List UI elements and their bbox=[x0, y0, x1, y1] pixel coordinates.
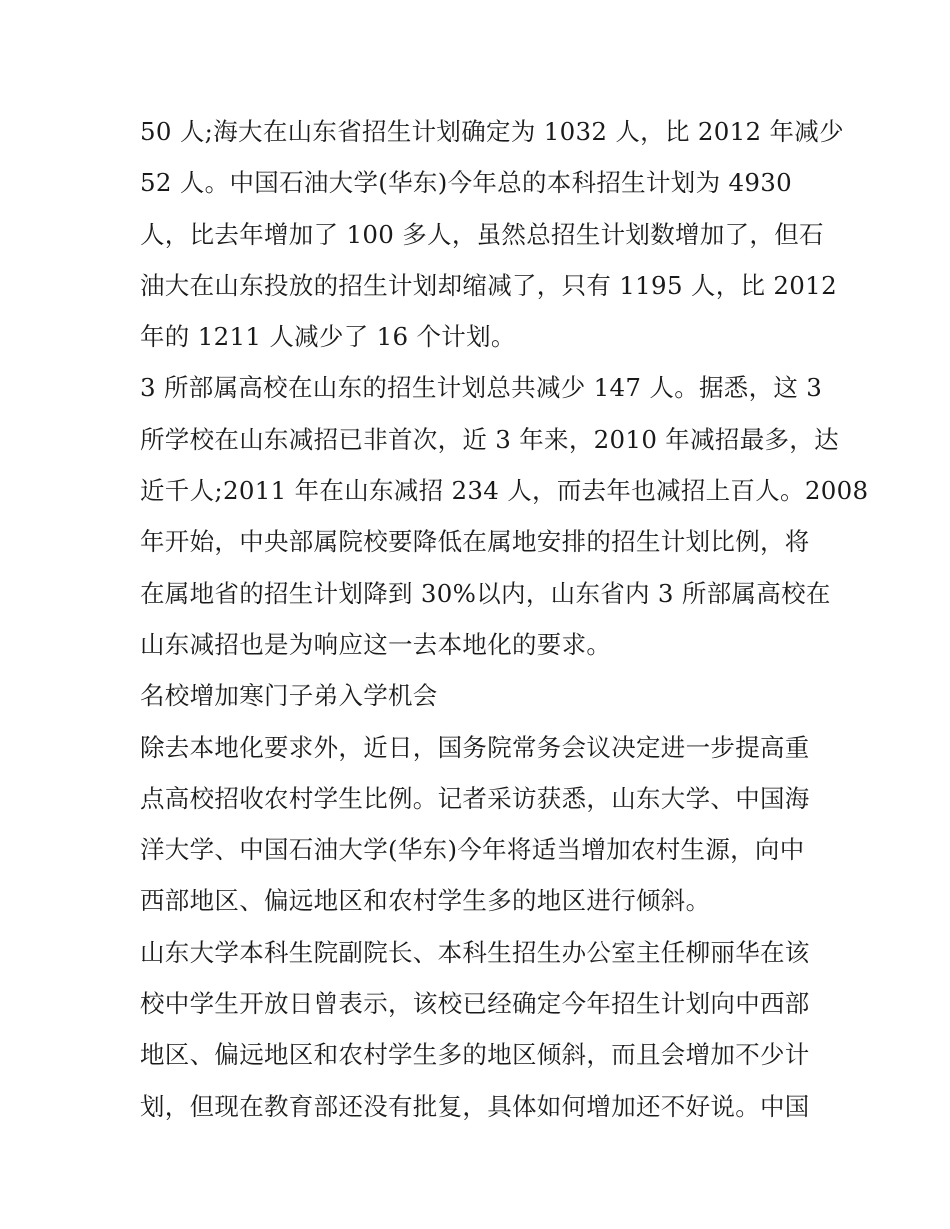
text-line: 除去本地化要求外，近日，国务院常务会议决定进一步提高重 bbox=[140, 732, 810, 762]
text-line: 山东大学本科生院副院长、本科生招生办公室主任柳丽华在该 bbox=[140, 937, 810, 967]
text-line: 地区、偏远地区和农村学生多的地区倾斜，而且会增加不少计 bbox=[140, 1040, 810, 1070]
text-line: 年开始，中央部属院校要降低在属地安排的招生计划比例，将 bbox=[140, 527, 810, 557]
text-line: 所学校在山东减招已非首次，近 3 年来，2010 年减招最多，达 bbox=[140, 424, 839, 454]
text-line: 校中学生开放日曾表示，该校已经确定今年招生计划向中西部 bbox=[140, 989, 810, 1019]
text-line: 在属地省的招生计划降到 30%以内，山东省内 3 所部属高校在 bbox=[140, 578, 831, 608]
text-line: 近千人;2011 年在山东减招 234 人，而去年也减招上百人。2008 bbox=[140, 476, 869, 506]
text-line: 52 人。中国石油大学(华东)今年总的本科招生计划为 4930 bbox=[140, 168, 793, 198]
section-heading bbox=[140, 670, 820, 721]
text-line: 西部地区、偏远地区和农村学生多的地区进行倾斜。 bbox=[140, 886, 711, 916]
paragraph-4 bbox=[140, 927, 820, 1132]
text-line: 名校增加寒门子弟入学机会 bbox=[140, 681, 438, 711]
paragraph-1 bbox=[140, 106, 844, 362]
text-line: 50 人;海大在山东省招生计划确定为 1032 人，比 2012 年减少 bbox=[140, 117, 844, 146]
text-line: 油大在山东投放的招生计划却缩减了，只有 1195 人，比 2012 bbox=[140, 270, 837, 300]
text-line: 点高校招收农村学生比例。记者采访获悉，山东大学、中国海 bbox=[140, 783, 810, 813]
text-line: 3 所部属高校在山东的招生计划总共减少 147 人。据悉，这 3 bbox=[140, 373, 823, 403]
paragraph-3 bbox=[140, 722, 820, 927]
text-line: 划，但现在教育部还没有批复，具体如何增加还不好说。中国 bbox=[140, 1091, 810, 1121]
text-line: 年的 1211 人减少了 16 个计划。 bbox=[140, 322, 516, 352]
text-line: 洋大学、中国石油大学(华东)今年将适当增加农村生源，向中 bbox=[140, 835, 805, 865]
paragraph-2 bbox=[140, 362, 869, 670]
document-body bbox=[140, 106, 869, 1132]
text-line: 山东减招也是为响应这一去本地化的要求。 bbox=[140, 629, 612, 659]
text-line: 人，比去年增加了 100 多人，虽然总招生计划数增加了，但石 bbox=[140, 219, 824, 249]
